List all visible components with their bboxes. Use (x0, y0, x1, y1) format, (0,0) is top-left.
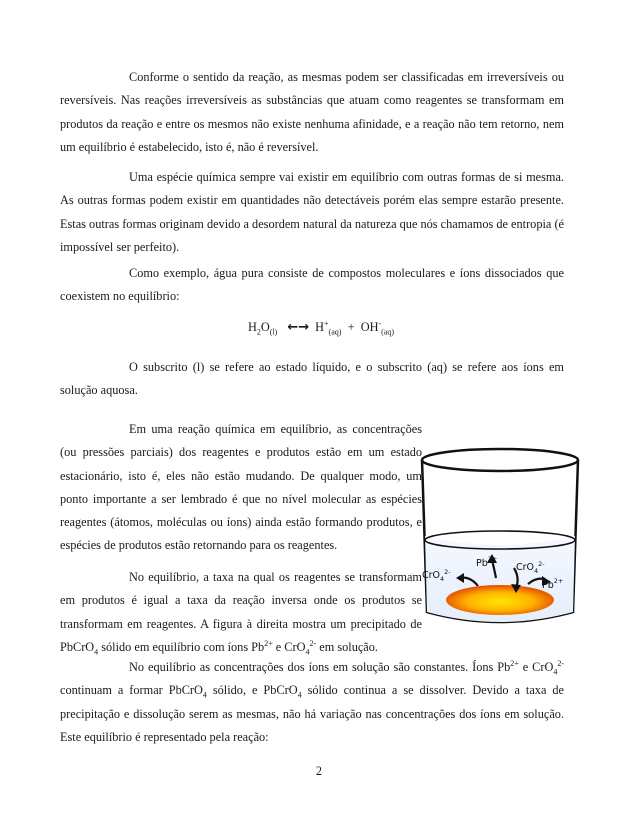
paragraph-3: Como exemplo, água pura consiste de compostos moleculares e íons dissociados que coexistem no equilíbrio: (60, 266, 564, 304)
label-pb-right: $Pb^{2+}$ (542, 577, 564, 591)
paragraph-4: O subscrito (l) se refere ao estado líquido, e o subscrito (aq) se refere aos íons em solução aquosa. (60, 360, 564, 398)
paragraph-7: No equilíbrio as concentrações dos íons em solução são constantes. Íons $Pb^{2+}$ e CrO$_4^{2-}$ continuam a formar PbCrO$_4$ sólido, e PbCrO$_4$ sólido continua a se dissolver. Devido a taxa de precipitação e dissolução serem as mesmas, não há variação nas concentrações dos íons em solução. Este equilíbrio é representado pela reação: (60, 658, 564, 744)
paragraph-2: Uma espécie química sempre vai existir em equilíbrio com outras formas de si mesma. As outras formas podem existir em quantidades não detectáveis porém elas sempre estarão presente. Estas outras formas originam devido a desordem natural da natureza que nós chamamos de entropia (é impossível ser perfeito). (60, 170, 564, 254)
precipitate-pbcro4 (446, 585, 554, 615)
equilibrium-equation: $H_2O_{(l)}$ ←→ $H^+_{(aq)} + OH^-_{(aq)}$ (248, 318, 395, 337)
paragraph-6: No equilíbrio, a taxa na qual os reagentes se transformam em produtos é igual a taxa da reação inversa onde os produtos se transformam em reagentes. A figura à direita mostra um precipitado de PbCrO$_4$ sólido em equilíbrio com íons $Pb^{2+}$ e CrO$_4^{2-}$ em solução. (60, 570, 422, 657)
double-arrow-icon: ←→ (287, 320, 310, 335)
paragraph-1: Conforme o sentido da reação, as mesmas podem ser classificadas em irreversíveis ou reversíveis. Nas reações irreversíveis as substâncias que atuam como reagentes se transformam em produtos da reação e entre os mesmos não existe nenhuma afinidade, e a reação não tem retorno, nem um equilíbrio é estabelecido, isto é, não é reversível. (60, 70, 564, 154)
page-number: 2 (315, 764, 323, 778)
label-pb-mid: $Pb^{2+}$ (476, 555, 498, 569)
label-cro4-left: CrO$_4^{2-}$ (422, 568, 451, 583)
paragraph-5: Em uma reação química em equilíbrio, as concentrações (ou pressões parciais) dos reagentes e produtos estão em um estado estacionário, isto é, eles não estão mudando. De qualquer modo, um ponto importante a ser lembrado é que no nível molecular as espécies reagentes (átomos, moléculas ou íons) ainda estão formando produtos, e espécies de produtos estão retornando para os reagentes. (60, 422, 422, 553)
beaker-figure (420, 436, 580, 632)
label-cro4-right: CrO$_4^{2-}$ (516, 560, 545, 575)
beaker-illustration (420, 436, 580, 632)
beaker-rim (422, 449, 578, 471)
